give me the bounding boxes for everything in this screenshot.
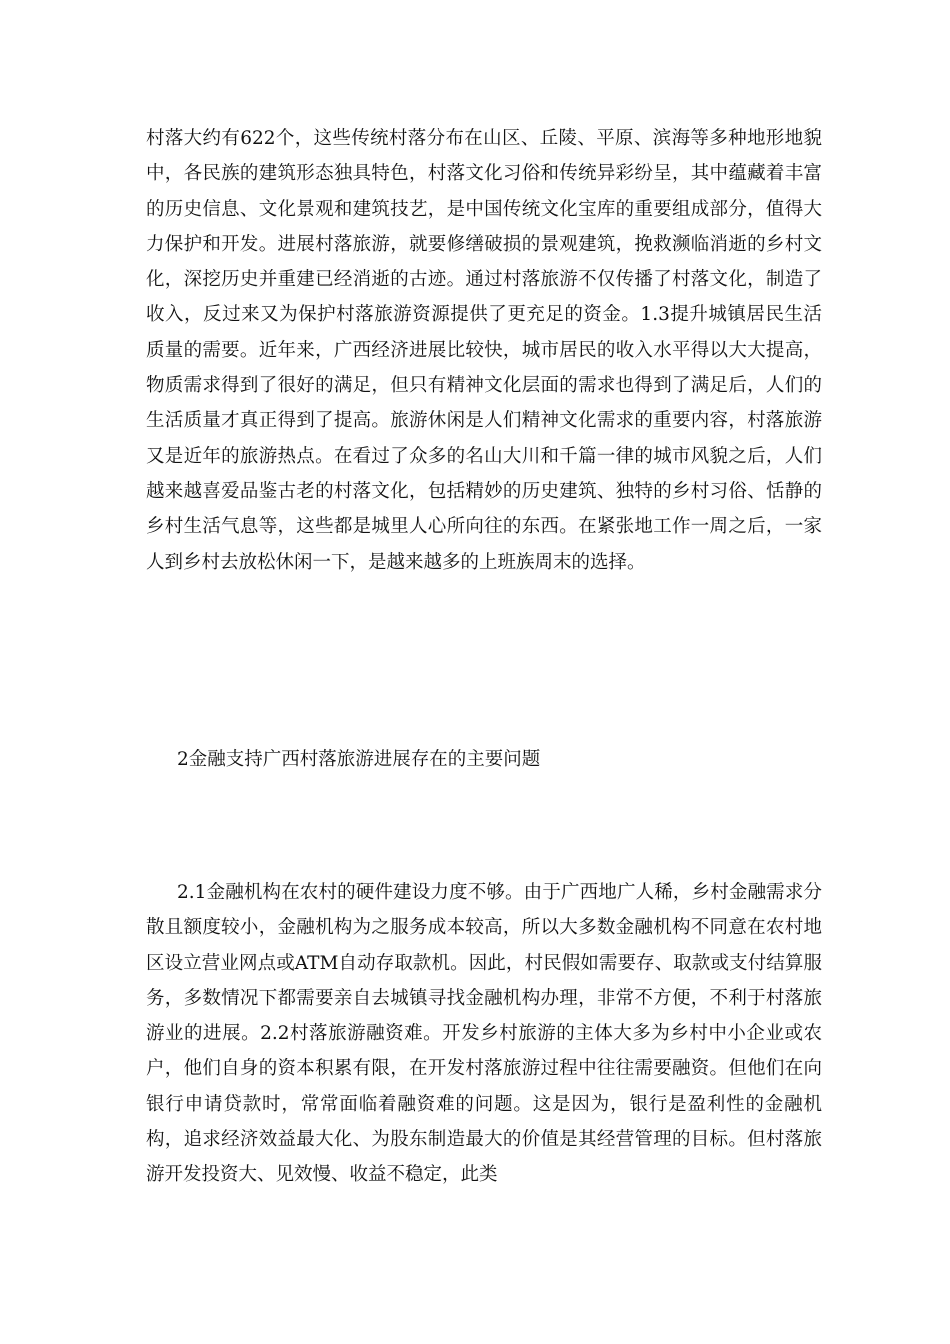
section-heading: 2金融支持广西村落旅游进展存在的主要问题 <box>177 749 541 770</box>
body-paragraph: 村落大约有622个，这些传统村落分布在山区、丘陵、平原、滨海等多种地形地貌中，各民族的建筑形态独具特色，村落文化习俗和传统异彩纷呈，其中蕴藏着丰富的历史信息、文化景观和建筑技艺，是中国传统文化宝库的重要组成部分，值得大力保护和开发。进展村落旅游，就要修缮破损的景观建筑，挽救濒临消逝的乡村文化，深挖历史并重建已经消逝的古迹。通过村落旅游不仅传播了村落文化，制造了收入，反过来又为保护村落旅游资源提供了更充足的资金。1.3提升城镇居民生活质量的需要。近年来，广西经济进展比较快，城市居民的收入水平得以大大提高，物质需求得到了很好的满足，但只有精神文化层面的需求也得到了满足后，人们的生活质量才真正得到了提高。旅游休闲是人们精神文化需求的重要内容，村落旅游又是近年的旅游热点。在看过了众多的名山大川和千篇一律的城市风貌之后，人们越来越喜爱品鉴古老的村落文化，包括精妙的历史建筑、独特的乡村习俗、恬静的乡村生活气息等，这些都是城里人心所向往的东西。在紧张地工作一周之后，一家人到乡村去放松休闲一下，是越来越多的上班族周末的选择。 <box>146 128 822 573</box>
body-paragraph: 2.1金融机构在农村的硬件建设力度不够。由于广西地广人稀，乡村金融需求分散且额度较小，金融机构为之服务成本较高，所以大多数金融机构不同意在农村地区设立营业网点或ATM自动存取款机。因此，村民假如需要存、取款或支付结算服务，多数情况下都需要亲自去城镇寻找金融机构办理，非常不方便，不利于村落旅游业的进展。2.2村落旅游融资难。开发乡村旅游的主体大多为乡村中小企业或农户，他们自身的资本积累有限，在开发村落旅游过程中往往需要融资。但他们在向银行申请贷款时，常常面临着融资难的问题。这是因为，银行是盈利性的金融机构，追求经济效益最大化、为股东制造最大的价值是其经营管理的目标。但村落旅游开发投资大、见效慢、收益不稳定，此类 <box>146 882 822 1186</box>
